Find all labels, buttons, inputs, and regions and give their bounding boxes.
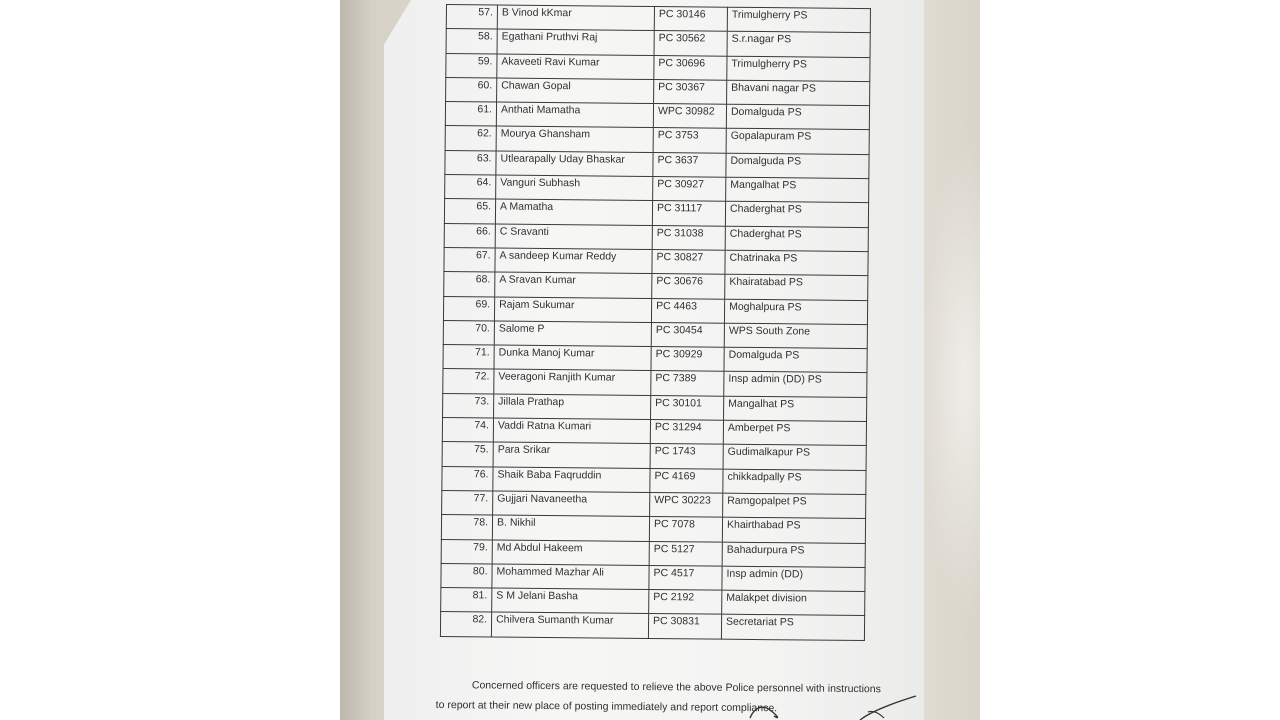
- pc-number-cell: PC 31038: [652, 225, 725, 250]
- posting-cell: Khairatabad PS: [725, 274, 868, 300]
- pc-number-cell: PC 7078: [649, 517, 722, 542]
- posting-cell: Khairthabad PS: [722, 517, 865, 543]
- pc-number-cell: PC 4517: [649, 565, 722, 590]
- serial-number-cell: 63.: [445, 150, 496, 175]
- name-cell: S M Jelani Basha: [492, 588, 649, 614]
- posting-cell: Domalguda PS: [726, 104, 869, 130]
- posting-cell: Chaderghat PS: [725, 202, 868, 228]
- posting-cell: Insp admin (DD): [722, 566, 865, 592]
- serial-number-cell: 69.: [443, 296, 494, 321]
- serial-number-cell: 58.: [446, 29, 497, 54]
- name-cell: Egathani Pruthvi Raj: [497, 29, 654, 55]
- serial-number-cell: 75.: [442, 442, 493, 467]
- posting-cell: S.r.nagar PS: [727, 31, 870, 57]
- pc-number-cell: PC 30146: [654, 7, 727, 32]
- light-glare: [920, 140, 980, 620]
- instruction-text: Concerned officers are requested to relieve the above Police personnel with instructions to report at their new place of posting immediately and report compliance.: [435, 678, 881, 714]
- serial-number-cell: 78.: [441, 515, 492, 540]
- pc-number-cell: PC 30676: [652, 274, 725, 299]
- signature-mark: [740, 690, 920, 720]
- posting-cell: Chaderghat PS: [725, 226, 868, 252]
- posting-cell: Domalguda PS: [726, 153, 869, 179]
- pc-number-cell: PC 30101: [651, 395, 724, 420]
- serial-number-cell: 61.: [445, 102, 496, 127]
- pc-number-cell: PC 5127: [649, 541, 722, 566]
- name-cell: Mourya Ghansham: [496, 126, 653, 152]
- serial-number-cell: 71.: [443, 345, 494, 370]
- posting-cell: Bhavani nagar PS: [727, 80, 870, 106]
- posting-cell: Gudimalkapur PS: [723, 445, 866, 471]
- pc-number-cell: WPC 30982: [653, 104, 726, 129]
- posting-cell: Mangalhat PS: [724, 396, 867, 422]
- serial-number-cell: 70.: [443, 320, 494, 345]
- name-cell: A Sravan Kumar: [495, 272, 652, 298]
- serial-number-cell: 73.: [443, 393, 494, 418]
- roster-table: [440, 4, 871, 641]
- serial-number-cell: 81.: [441, 588, 492, 613]
- posting-cell: WPS South Zone: [724, 323, 867, 349]
- name-cell: Mohammed Mazhar Ali: [492, 564, 649, 590]
- name-cell: Shaik Baba Faqruddin: [493, 467, 650, 493]
- table-row: [440, 612, 864, 640]
- posting-cell: Domalguda PS: [724, 347, 867, 373]
- name-cell: Chilvera Sumanth Kumar: [491, 612, 648, 638]
- name-cell: Chawan Gopal: [497, 78, 654, 104]
- posting-cell: Trimulgherry PS: [727, 56, 870, 82]
- pc-number-cell: PC 7389: [651, 371, 724, 396]
- serial-number-cell: 57.: [446, 5, 497, 30]
- name-cell: Md Abdul Hakeem: [492, 540, 649, 566]
- posting-cell: Bahadurpura PS: [722, 542, 865, 568]
- serial-number-cell: 82.: [440, 612, 491, 637]
- posting-cell: Moghalpura PS: [724, 299, 867, 325]
- pc-number-cell: PC 30831: [648, 614, 721, 639]
- posting-cell: Secretariat PS: [721, 615, 864, 641]
- pc-number-cell: PC 30927: [653, 177, 726, 202]
- serial-number-cell: 59.: [446, 53, 497, 78]
- posting-cell: chikkadpally PS: [723, 469, 866, 495]
- serial-number-cell: 67.: [444, 247, 495, 272]
- name-cell: Vanguri Subhash: [496, 175, 653, 201]
- serial-number-cell: 80.: [441, 563, 492, 588]
- pc-number-cell: PC 30454: [651, 322, 724, 347]
- serial-number-cell: 74.: [442, 418, 493, 443]
- pc-number-cell: PC 30929: [651, 347, 724, 372]
- serial-number-cell: 77.: [442, 490, 493, 515]
- posting-cell: Gopalapuram PS: [726, 129, 869, 155]
- pc-number-cell: WPC 30223: [650, 492, 723, 517]
- posting-cell: Amberpet PS: [723, 420, 866, 446]
- pc-number-cell: PC 3753: [653, 128, 726, 153]
- pc-number-cell: PC 30562: [654, 31, 727, 56]
- serial-number-cell: 66.: [444, 223, 495, 248]
- pc-number-cell: PC 31117: [652, 201, 725, 226]
- roster-sheet: [440, 4, 866, 641]
- posting-cell: Ramgopalpet PS: [723, 493, 866, 519]
- name-cell: A Mamatha: [495, 199, 652, 225]
- name-cell: Rajam Sukumar: [494, 297, 651, 323]
- name-cell: Utlearapally Uday Bhaskar: [496, 151, 653, 177]
- name-cell: Gujjari Navaneetha: [493, 491, 650, 517]
- name-cell: Anthati Mamatha: [496, 102, 653, 128]
- serial-number-cell: 65.: [444, 199, 495, 224]
- name-cell: Dunka Manoj Kumar: [494, 345, 651, 371]
- posting-cell: Malakpet division: [722, 590, 865, 616]
- pc-number-cell: PC 3637: [653, 152, 726, 177]
- serial-number-cell: 62.: [445, 126, 496, 151]
- name-cell: C Sravanti: [495, 224, 652, 250]
- pc-number-cell: PC 1743: [650, 444, 723, 469]
- serial-number-cell: 64.: [445, 175, 496, 200]
- pc-number-cell: PC 2192: [649, 590, 722, 615]
- pc-number-cell: PC 30696: [654, 55, 727, 80]
- name-cell: Akaveeti Ravi Kumar: [497, 54, 654, 80]
- serial-number-cell: 76.: [442, 466, 493, 491]
- name-cell: Jillala Prathap: [494, 394, 651, 420]
- serial-number-cell: 79.: [441, 539, 492, 564]
- serial-number-cell: 68.: [444, 272, 495, 297]
- pc-number-cell: PC 4169: [650, 468, 723, 493]
- posting-cell: Mangalhat PS: [726, 177, 869, 203]
- name-cell: B. Nikhil: [492, 515, 649, 541]
- pc-number-cell: PC 4463: [651, 298, 724, 323]
- posting-cell: Trimulgherry PS: [727, 7, 870, 33]
- posting-cell: Chatrinaka PS: [725, 250, 868, 276]
- pc-number-cell: PC 31294: [650, 420, 723, 445]
- name-cell: A sandeep Kumar Reddy: [495, 248, 652, 274]
- pc-number-cell: PC 30827: [652, 249, 725, 274]
- serial-number-cell: 60.: [446, 77, 497, 102]
- pc-number-cell: PC 30367: [654, 79, 727, 104]
- roster-body: [440, 5, 870, 641]
- name-cell: Vaddi Ratna Kumari: [493, 418, 650, 444]
- name-cell: Veeragoni Ranjith Kumar: [494, 369, 651, 395]
- posting-cell: Insp admin (DD) PS: [724, 372, 867, 398]
- name-cell: Salome P: [494, 321, 651, 347]
- name-cell: Para Srikar: [493, 442, 650, 468]
- name-cell: B Vinod kKmar: [497, 5, 654, 31]
- serial-number-cell: 72.: [443, 369, 494, 394]
